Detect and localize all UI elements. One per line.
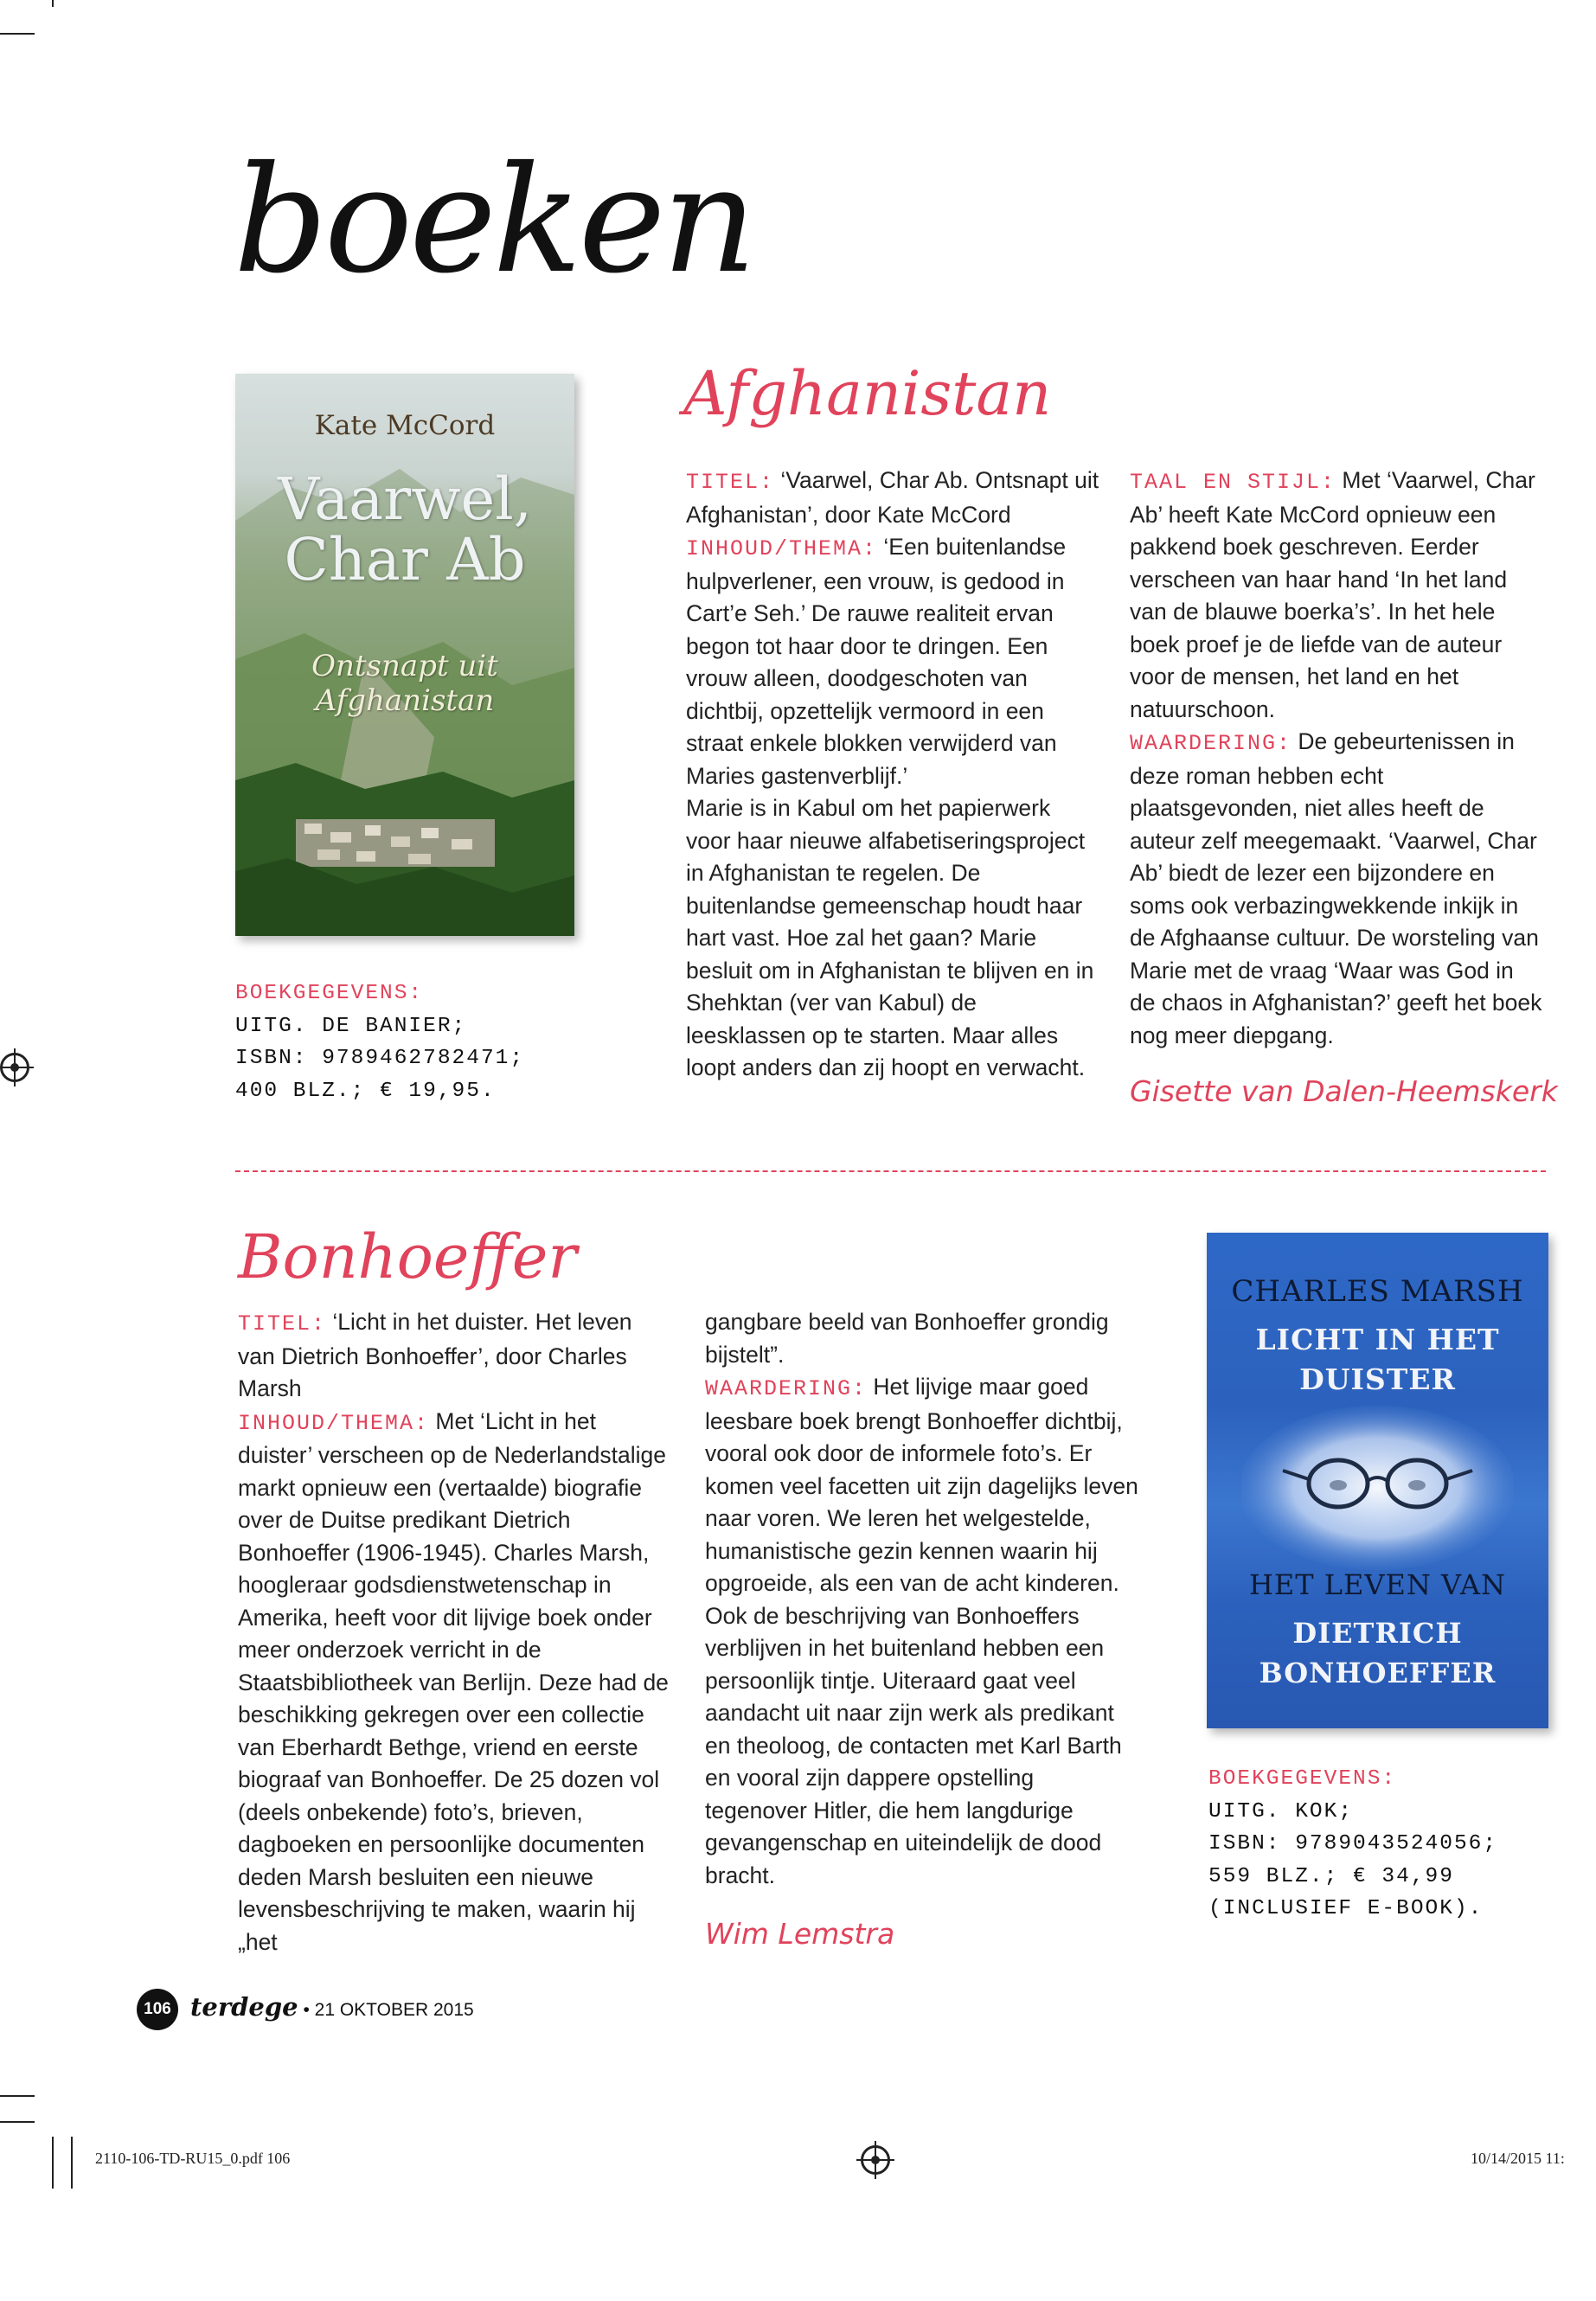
field-text: Het lijvige maar goed leesbare boek brengt Bonhoeffer dichtbij, vooral ook door de informele foto’s. Er komen veel facetten uit zijn dagelijks leven naar voren. We leren het welgestelde, humanistische gezin kennen waarin hij opgroeide, als een van de acht kinderen. Ook de beschrijving van Bonhoeffers verblijven in het buitenland hebben een persoonlijk tintje. Uiteraard gaat veel aandacht uit naar zijn werk als predikant en theoloog, de contacten met Karl Barth en vooral zijn dappere opstelling tegenover Hitler, die hem langdurige gevangenschap en uiteindelijk de dood bracht.	[705, 1374, 1138, 1888]
field-label: TITEL:	[686, 470, 775, 495]
cover-subtitle-line: Ontsnapt uit	[311, 649, 498, 683]
field-label: WAARDERING:	[1130, 731, 1292, 756]
book-details-line: UITG. KOK;	[1208, 1799, 1354, 1823]
article-column	[686, 465, 1101, 1085]
author-signature: Wim Lemstra	[705, 1917, 895, 1951]
article-headline: Afghanistan	[683, 358, 1052, 429]
cover-subtitle-line: DIETRICH	[1292, 1617, 1463, 1650]
print-slug-datetime: 10/14/2015 11:	[1471, 2150, 1565, 2167]
cover-subtitle-line: HET LEVEN VAN	[1248, 1568, 1507, 1601]
field-label: INHOUD/THEMA:	[238, 1410, 430, 1436]
cover-title-line: Char Ab	[284, 526, 526, 593]
cover-title-line: LICHT IN HET	[1255, 1323, 1500, 1356]
article-column	[238, 1306, 670, 1958]
article-headline: Bonhoeffer	[238, 1221, 577, 1292]
book-details	[235, 977, 581, 1107]
registration-mark-icon	[861, 2145, 890, 2175]
paragraph: Marie is in Kabul om het papierwerk voor haar nieuwe alfabetiseringsproject in Afghanistan te regelen. De buitenlandse gemeenschap houdt haar hart vast. Hoe zal het gaan? Marie besluit om in Afghanistan te blijven en in Shehktan (ver van Kabul) de leesklassen op te starten. Maar alles loopt anders dan zij hoopt en verwacht.	[686, 795, 1094, 1080]
cover-subtitle	[235, 649, 574, 718]
field-label: TAAL EN STIJL:	[1130, 470, 1336, 495]
cover-title	[235, 465, 574, 593]
crop-mark	[0, 2095, 35, 2097]
print-slug-file: 2110-106-TD-RU15_0.pdf 106	[95, 2150, 291, 2167]
cover-author: Kate McCord	[314, 410, 496, 441]
footer-separator: •	[303, 2000, 310, 2020]
book-details-label: BOEKGEGEVENS:	[1208, 1767, 1397, 1791]
cover-subtitle-line: BONHOEFFER	[1259, 1657, 1497, 1689]
page-number: 106	[137, 1989, 178, 2030]
book-details-line: UITG. DE BANIER;	[235, 1014, 467, 1038]
book-details-line: 559 BLZ.; € 34,99	[1208, 1864, 1454, 1888]
book-details-label: BOEKGEGEVENS:	[235, 982, 424, 1005]
crop-mark	[0, 33, 35, 35]
book-details	[1208, 1763, 1572, 1926]
magazine-logo: terdege	[190, 1992, 298, 2022]
registration-mark-icon	[0, 1053, 29, 1082]
section-divider	[235, 1170, 1546, 1172]
cover-title-line: DUISTER	[1299, 1362, 1456, 1396]
crop-mark	[71, 2137, 73, 2189]
field-text: De gebeurtenissen in deze roman hebben echt plaatsgevonden, niet alles heeft de auteur zelf meegemaakt. ‘Vaarwel, Char Ab’ biedt de lezer een bijzondere en soms ook verbazingwekkende inkijk in de Afghaanse cultuur. De worsteling van Marie met de vraag ‘Waar was God in de chaos in Afghanistan?’ geeft het boek nog meer diepgang.	[1130, 728, 1542, 1048]
issue-date: 21 OKTOBER 2015	[314, 2000, 474, 2020]
article-column	[705, 1306, 1142, 1892]
book-details-line: 400 BLZ.; € 19,95.	[235, 1079, 496, 1103]
book-details-line: ISBN: 9789462782471;	[235, 1047, 525, 1070]
author-signature: Gisette van Dalen-Heemskerk	[1130, 1074, 1558, 1108]
paragraph: gangbare beeld van Bonhoeffer grondig bijstelt”.	[705, 1309, 1109, 1368]
portrait-glasses-icon	[1241, 1401, 1514, 1574]
field-text: ‘Vaarwel, Char Ab. Ontsnapt uit Afghanistan’, door Kate McCord	[686, 467, 1099, 528]
book-cover-licht-in-het-duister	[1207, 1233, 1548, 1728]
field-text: ‘Een buitenlandse hulpverlener, een vrouw, is gedood in Cart’e Seh.’ De rauwe realiteit ervan begon tot haar door te dringen. Een vrouw alleen, doodgeschoten van dichtbij, opzettelijk vermoord in een straat enkele blokken verwijderd van Maries gastenverblijf.’	[686, 534, 1067, 789]
section-title: boeken	[234, 135, 753, 306]
cover-author: CHARLES MARSH	[1231, 1274, 1524, 1309]
field-text: Met ‘Licht in het duister’ verscheen op de Nederlandstalige markt opnieuw een (vertaalde) biografie over de Duitse predikant Dietrich Bonhoeffer (1906-1945). Charles Marsh, hoogleraar godsdienstwetenschap in Amerika, heeft voor dit lijvige boek onder meer onderzoek verricht in de Staatsbibliotheek van Berlijn. Deze had de beschikking gekregen over een collectie van Eberhardt Bethge, vriend en eerste biograaf van Bonhoeffer. De 25 dozen vol (deels onbekende) foto’s, brieven, dagboeken en persoonlijke documenten deden Marsh besluiten een nieuwe levensbeschrijving te maken, waarin hij „het	[238, 1407, 669, 1955]
field-text: ‘Licht in het duister. Het leven van Dietrich Bonhoeffer’, door Charles Marsh	[238, 1309, 632, 1401]
field-label: INHOUD/THEMA:	[686, 536, 878, 561]
article-column	[1130, 465, 1545, 1052]
field-label: TITEL:	[238, 1311, 327, 1336]
book-details-line: (INCLUSIEF E-BOOK).	[1208, 1897, 1484, 1920]
field-label: WAARDERING:	[705, 1376, 868, 1401]
cover-subtitle-line: Afghanistan	[315, 683, 495, 718]
crop-mark	[52, 2137, 54, 2189]
crop-mark	[0, 2121, 35, 2123]
book-details-line: ISBN: 9789043524056;	[1208, 1832, 1498, 1856]
book-cover-vaarwel-char-ab	[235, 374, 574, 936]
cover-title-line: Vaarwel,	[278, 465, 532, 533]
field-text: Met ‘Vaarwel, Char Ab’ heeft Kate McCord opnieuw een pakkend boek geschreven. Eerder verscheen van haar hand ‘In het land van de blauwe boerka’s’. In het hele boek proef je de liefde van de auteur voor de mensen, het land en het natuurschoon.	[1130, 467, 1535, 722]
footer-folio	[190, 1992, 474, 2022]
crop-mark	[52, 0, 54, 7]
